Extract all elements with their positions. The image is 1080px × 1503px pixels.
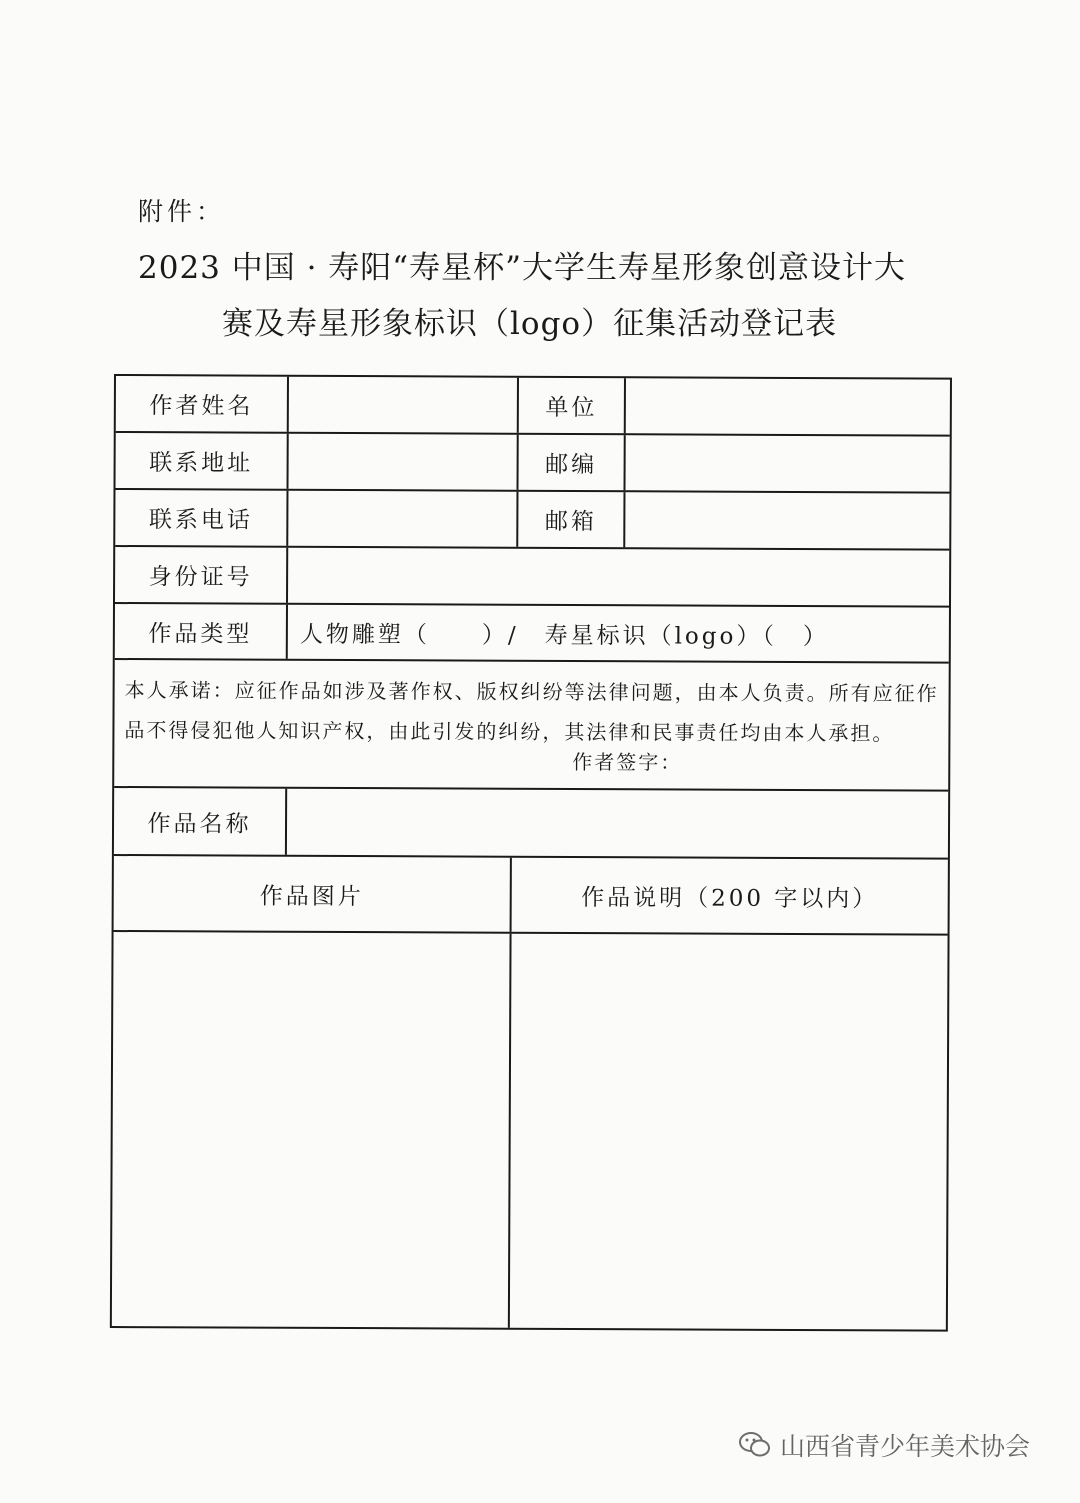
work-type-options[interactable]: 人物雕塑（ ）/ 寿星标识（logo）（ ）	[299, 621, 829, 650]
address-field[interactable]	[289, 434, 519, 490]
label-email: 邮箱	[518, 492, 625, 547]
postcode-field[interactable]	[625, 435, 949, 491]
row-id-number	[115, 547, 949, 608]
label-work-name: 作品名称	[114, 788, 287, 855]
email-field[interactable]	[625, 492, 949, 548]
id-number-field[interactable]	[288, 548, 949, 606]
row-work-name	[114, 788, 948, 860]
work-description-area[interactable]	[510, 934, 948, 1330]
author-name-field[interactable]	[289, 377, 519, 433]
signature-label: 作者签字：	[572, 750, 683, 775]
pledge-text: 本人承诺：应征作品如涉及著作权、版权纠纷等法律问题，由本人负责。所有应征作品不得侵犯他人知识产权，由此引发的纠纷，其法律和民事责任均由本人承担。	[124, 678, 939, 746]
label-unit: 单位	[519, 378, 626, 433]
row-author-name	[116, 376, 950, 437]
label-phone: 联系电话	[115, 490, 288, 546]
wechat-icon	[738, 1431, 772, 1459]
row-work-type	[115, 604, 949, 664]
row-address	[115, 433, 949, 494]
unit-field[interactable]	[626, 378, 950, 434]
label-address: 联系地址	[116, 433, 289, 489]
row-section-headers	[114, 856, 948, 936]
attachment-label: 附件：	[138, 197, 226, 226]
work-image-area[interactable]	[112, 932, 510, 1328]
header-work-description: 作品说明（200 字以内）	[581, 884, 879, 912]
label-id-number: 身份证号	[115, 547, 288, 603]
label-author-name: 作者姓名	[116, 376, 289, 432]
row-phone	[115, 490, 949, 551]
registration-form	[110, 374, 952, 1332]
pledge-section	[114, 660, 949, 792]
label-postcode: 邮编	[518, 435, 625, 490]
title-line-2: 赛及寿星形象标识（logo）征集活动登记表	[222, 306, 838, 342]
title-line-1: 2023 中国 · 寿阳“寿星杯”大学生寿星形象创意设计大	[138, 250, 907, 286]
phone-field[interactable]	[288, 491, 518, 547]
work-name-field[interactable]	[287, 789, 948, 858]
watermark	[738, 1427, 1030, 1463]
header-work-image: 作品图片	[114, 856, 512, 932]
watermark-text: 山西省青少年美术协会	[780, 1432, 1031, 1461]
image-and-description-area	[112, 932, 948, 1330]
label-work-type: 作品类型	[115, 604, 288, 659]
